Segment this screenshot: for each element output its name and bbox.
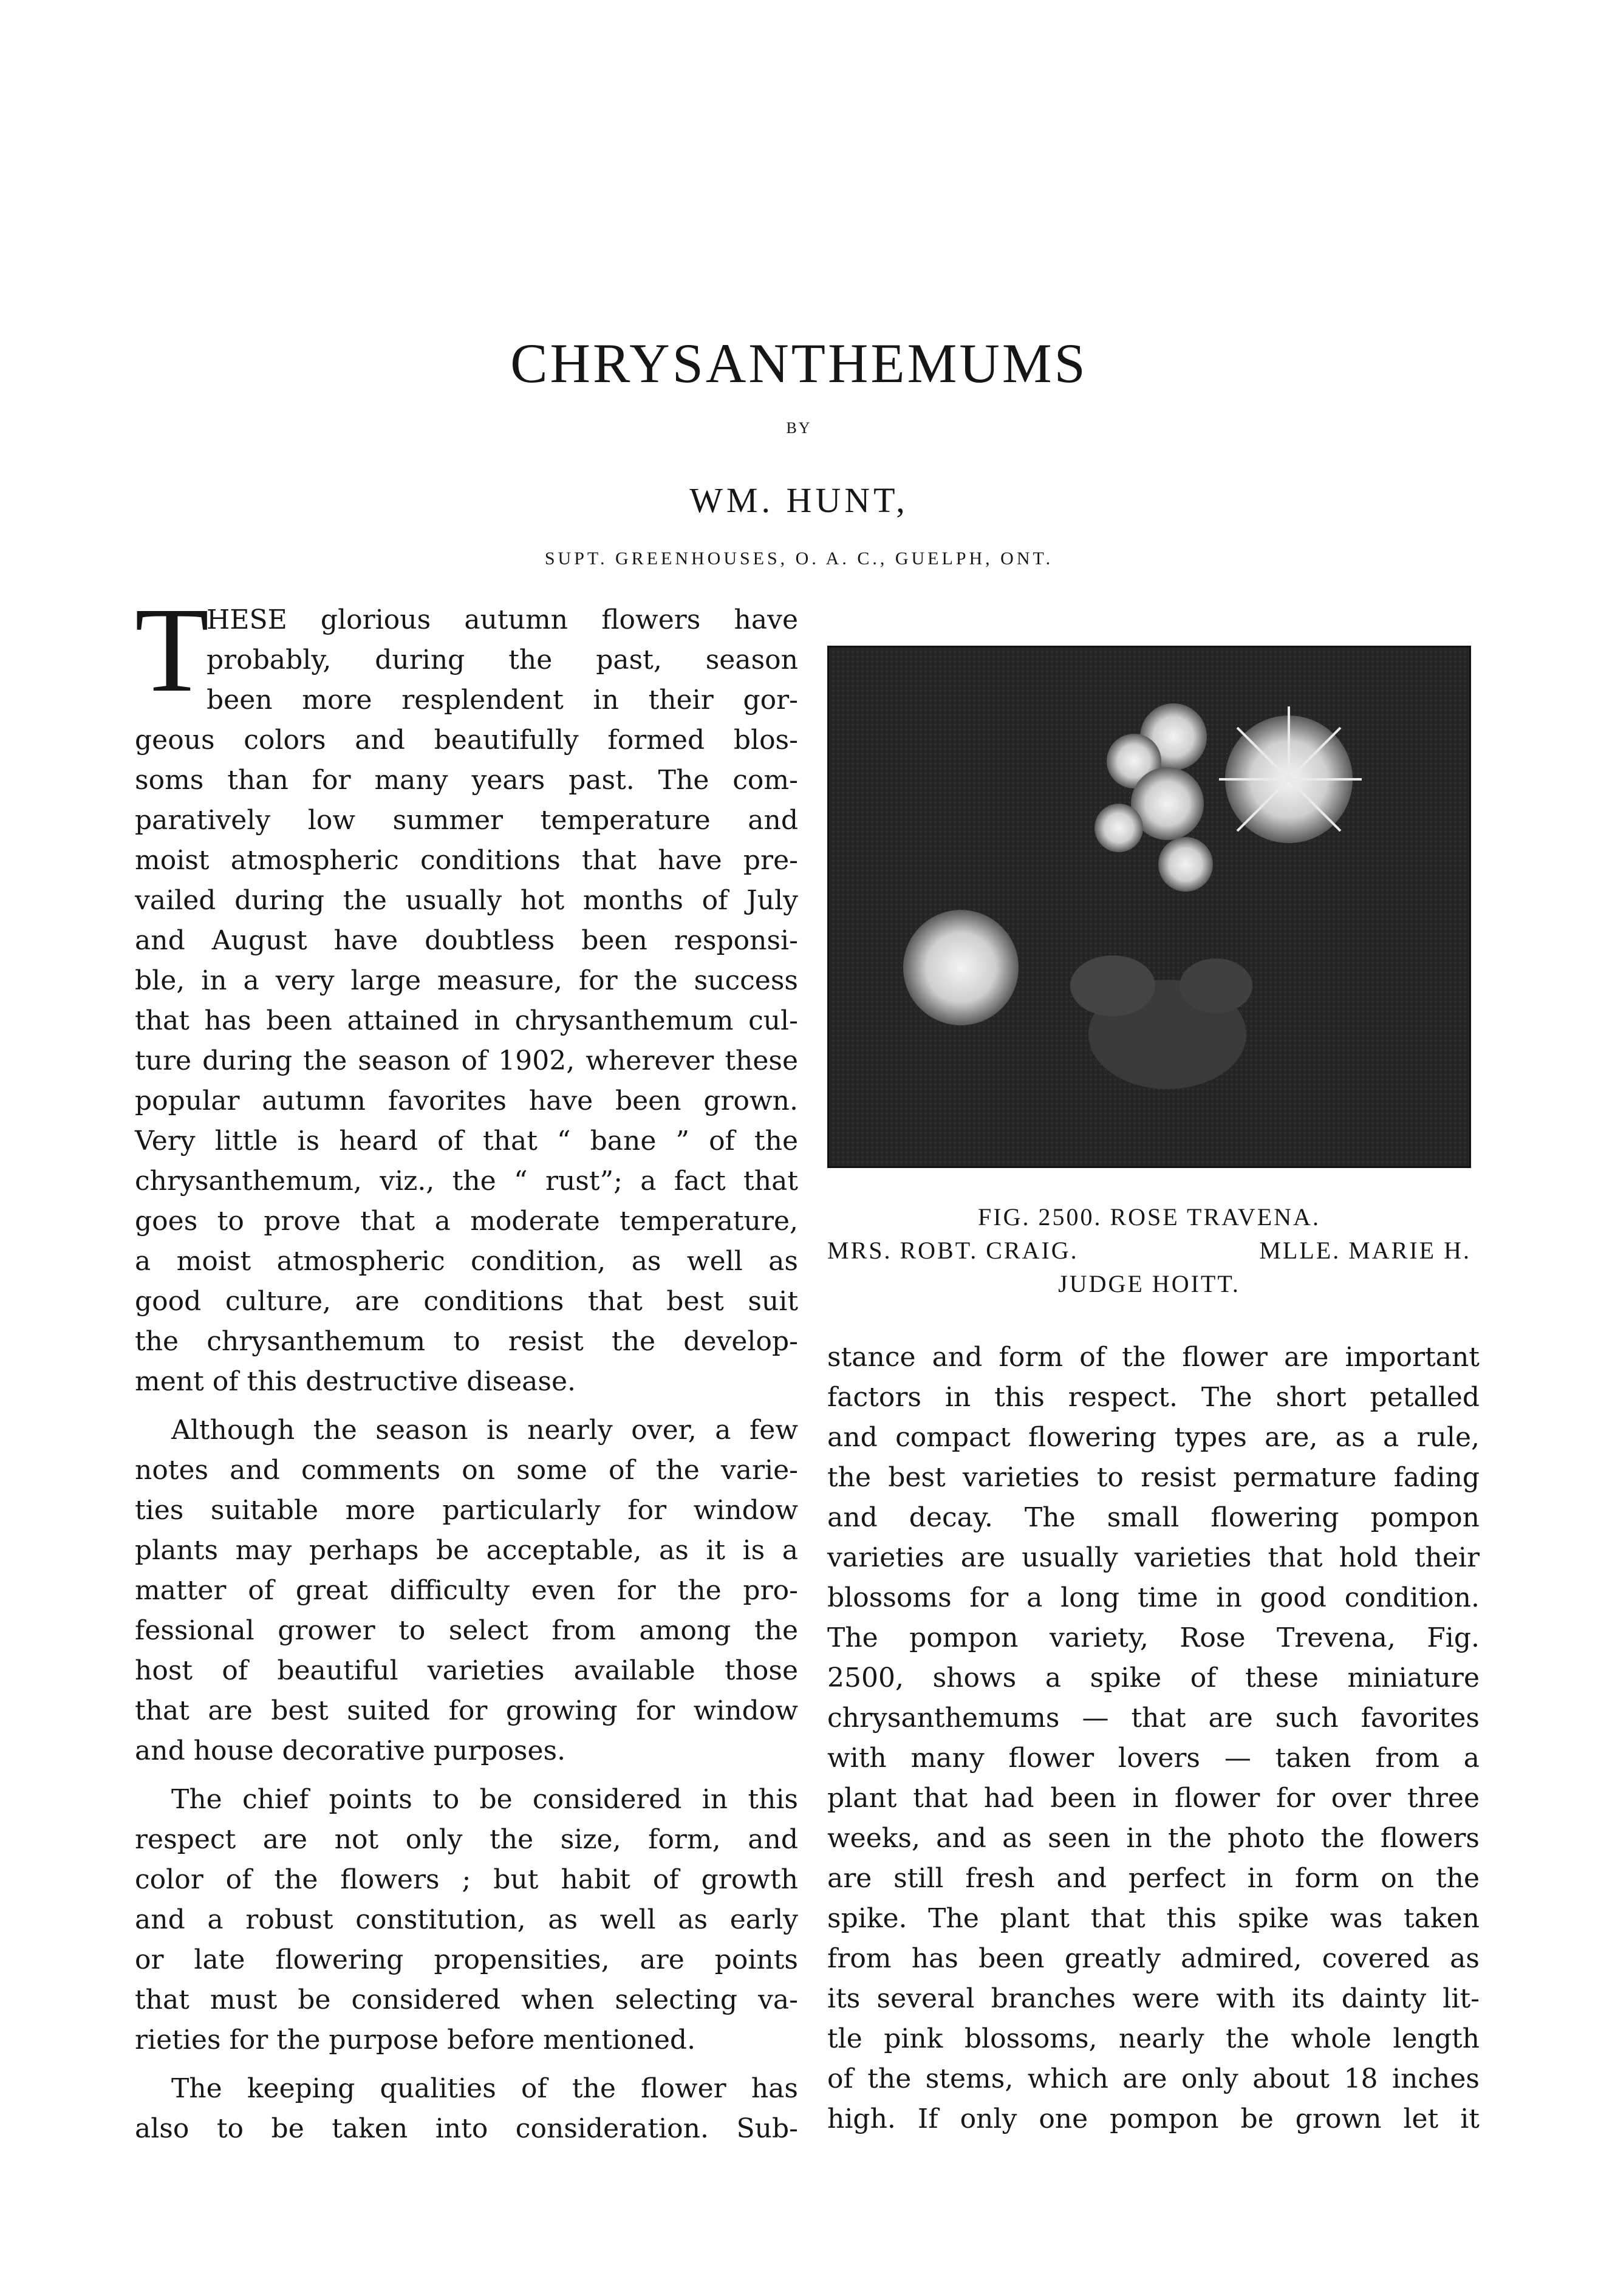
- text-line: that has been attained in chrysanthemum cul-: [135, 1005, 798, 1036]
- text-line: color of the flowers ; but habit of growth: [135, 1864, 798, 1895]
- text-line: notes and comments on some of the varie-: [135, 1455, 798, 1486]
- text-line: The chief points to be considered in this: [171, 1784, 798, 1815]
- text-line: The keeping qualities of the flower has: [171, 2073, 798, 2104]
- text-line: of the stems, which are only about 18 inches: [827, 2063, 1480, 2094]
- text-line: fessional grower to select from among the: [135, 1615, 798, 1646]
- text-line: Very little is heard of that “ bane ” of the: [135, 1126, 798, 1157]
- chrysanthemum-photo: [827, 646, 1471, 1168]
- text-line: matter of great difficulty even for the pro-: [135, 1575, 798, 1606]
- text-line: and August have doubtless been responsi-: [135, 925, 798, 956]
- text-line: and house decorative purposes.: [135, 1735, 566, 1766]
- text-line: been more resplendent in their gor-: [207, 685, 798, 716]
- caption-left: MRS. ROBT. CRAIG.: [827, 1237, 1079, 1264]
- text-line: also to be taken into consideration. Sub-: [135, 2113, 798, 2144]
- text-line: probably, during the past, season: [207, 644, 798, 675]
- text-line: with many flower lovers — taken from a: [827, 1743, 1480, 1774]
- author-name: WM. HUNT,: [689, 480, 909, 520]
- text-line: HESE glorious autumn flowers have: [207, 604, 798, 635]
- text-line: weeks, and as seen in the photo the flowers: [827, 1823, 1480, 1854]
- right-column: [827, 1338, 1480, 2139]
- text-line: paratively low summer temperature and: [135, 805, 798, 836]
- text-line: that are best suited for growing for window: [135, 1695, 798, 1726]
- text-line: stance and form of the flower are important: [827, 1342, 1480, 1373]
- text-line: and compact flowering types are, as a rule,: [827, 1422, 1480, 1453]
- text-line: are still fresh and perfect in form on the: [827, 1863, 1480, 1894]
- text-line: The pompon variety, Rose Trevena, Fig.: [827, 1622, 1480, 1653]
- text-line: moist atmospheric conditions that have pre-: [135, 845, 798, 876]
- text-line: and decay. The small flowering pompon: [827, 1502, 1480, 1533]
- text-line: tle pink blossoms, nearly the whole length: [827, 2023, 1480, 2054]
- text-line: and a robust constitution, as well as early: [135, 1904, 798, 1935]
- text-line: rieties for the purpose before mentioned.: [135, 2024, 696, 2055]
- text-line: plant that had been in flower for over three: [827, 1783, 1480, 1814]
- caption-right: MLLE. MARIE H.: [1259, 1237, 1471, 1264]
- text-line: chrysanthemums — that are such favorites: [827, 1703, 1480, 1734]
- figure-caption-line1: FIG. 2500. ROSE TRAVENA.: [978, 1203, 1320, 1231]
- text-line: from has been greatly admired, covered as: [827, 1943, 1480, 1974]
- text-line: that must be considered when selecting va-: [135, 1984, 798, 2015]
- byline-by: BY: [786, 419, 812, 437]
- text-line: its several branches were with its dainty lit-: [827, 1983, 1480, 2014]
- text-line: a moist atmospheric condition, as well as: [135, 1246, 798, 1277]
- text-line: respect are not only the size, form, and: [135, 1824, 798, 1855]
- text-line: ture during the season of 1902, wherever these: [135, 1045, 798, 1076]
- text-line: spike. The plant that this spike was taken: [827, 1903, 1480, 1934]
- text-line: high. If only one pompon be grown let it: [827, 2103, 1480, 2134]
- drop-cap: T: [135, 583, 210, 717]
- text-line: blossoms for a long time in good condition.: [827, 1582, 1480, 1613]
- author-affiliation: SUPT. GREENHOUSES, O. A. C., GUELPH, ONT.: [544, 548, 1054, 569]
- text-line: 2500, shows a spike of these miniature: [827, 1662, 1480, 1693]
- text-line: chrysanthemum, viz., the “ rust”; a fact that: [135, 1166, 798, 1197]
- text-line: ties suitable more particularly for window: [135, 1495, 798, 1526]
- text-line: the best varieties to resist permature fading: [827, 1462, 1480, 1493]
- left-column: [135, 583, 798, 2149]
- text-line: factors in this respect. The short petalled: [827, 1382, 1480, 1413]
- article-title: CHRYSANTHEMUMS: [510, 332, 1088, 394]
- text-line: varieties are usually varieties that hold their: [827, 1542, 1480, 1573]
- text-line: plants may perhaps be acceptable, as it is a: [135, 1535, 798, 1566]
- text-line: geous colors and beautifully formed blos-: [135, 725, 798, 756]
- figure-caption-line3: JUDGE HOITT.: [1058, 1270, 1240, 1297]
- text-line: Although the season is nearly over, a few: [171, 1415, 798, 1446]
- text-line: goes to prove that a moderate temperature,: [135, 1206, 798, 1237]
- text-line: popular autumn favorites have been grown.: [135, 1085, 798, 1116]
- text-line: good culture, are conditions that best suit: [135, 1286, 798, 1317]
- text-line: vailed during the usually hot months of July: [135, 885, 798, 916]
- text-line: ment of this destructive disease.: [135, 1366, 576, 1397]
- text-line: ble, in a very large measure, for the success: [135, 965, 798, 996]
- text-line: the chrysanthemum to resist the develop-: [135, 1326, 798, 1357]
- text-line: or late flowering propensities, are points: [135, 1944, 798, 1975]
- text-line: host of beautiful varieties available those: [135, 1655, 798, 1686]
- text-line: soms than for many years past. The com-: [135, 765, 798, 796]
